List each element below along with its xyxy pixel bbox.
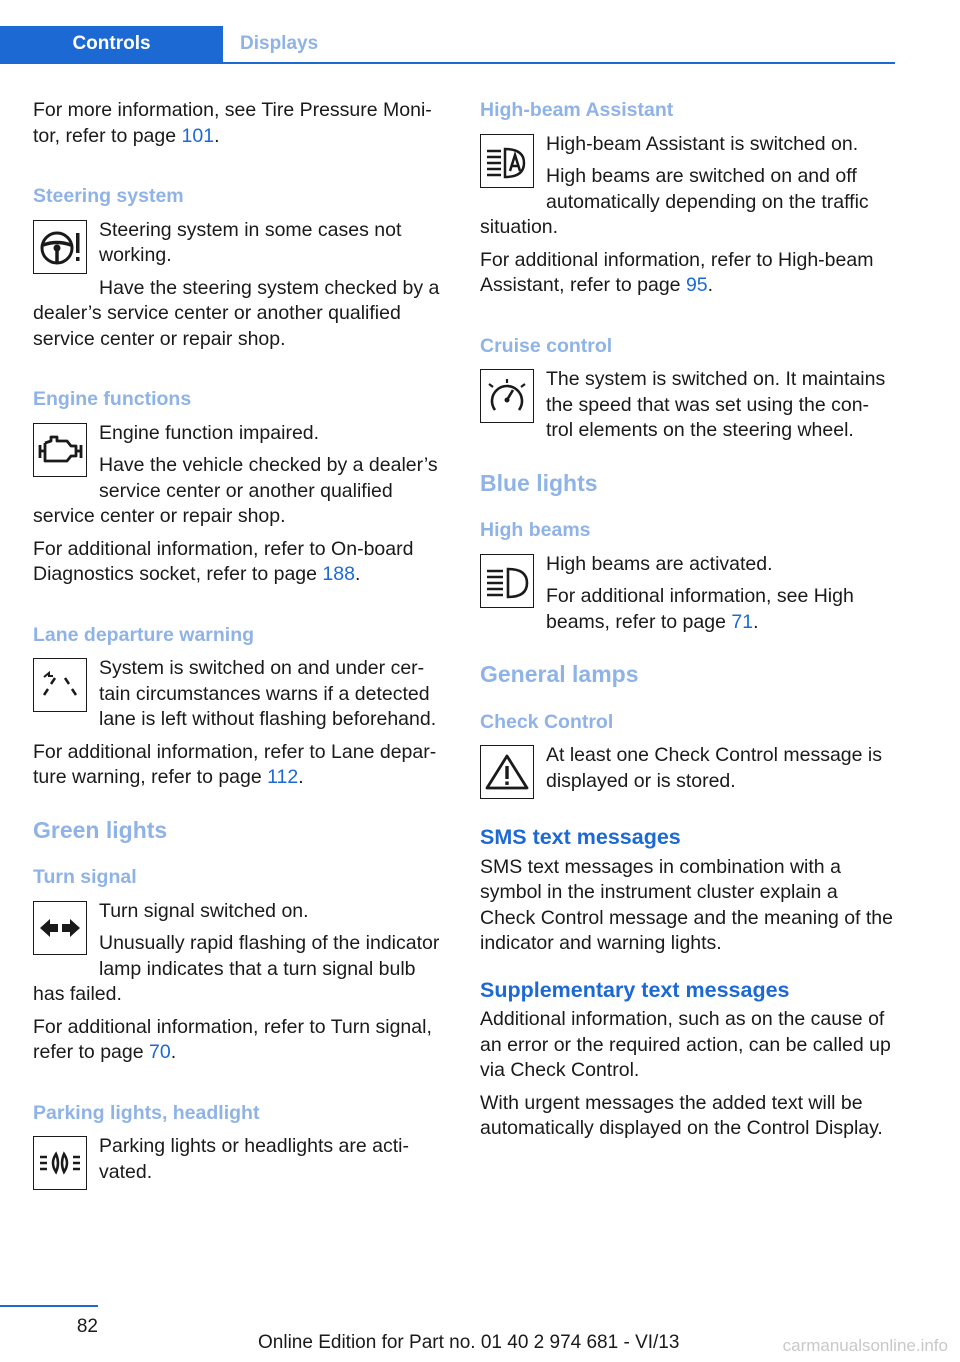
turn-text-3: For additional information, refer to Turn signal, refer to page 70. (33, 1015, 432, 1063)
high-beam-assistant-icon (480, 134, 534, 188)
engine-text-1: Engine function impaired. (99, 421, 320, 444)
turn-heading: Turn signal (33, 866, 137, 888)
cruise-heading: Cruise control (480, 334, 613, 357)
page-link[interactable]: 188 (322, 563, 355, 585)
steering-heading: Steering system (33, 185, 184, 207)
warning-triangle-icon (480, 745, 534, 799)
steering-text-2: Have the steering system checked by a dealer’s service center or another qualified service center or repair shop. (33, 276, 440, 350)
lane-text-2: For additional information, refer to Lane depar-ture warning, refer to page 112. (33, 740, 437, 788)
footer-divider (0, 1305, 98, 1307)
check-control-text-1: At least one Check Control message is displayed or is stored. (546, 744, 882, 792)
parking-heading: Parking lights, headlight (33, 1101, 260, 1124)
supplementary-heading: Supplementary text messages (480, 977, 790, 1002)
page-link[interactable]: 71 (731, 610, 754, 633)
page-link[interactable]: 112 (267, 766, 299, 788)
supplementary-text-2: With urgent messages the added text will be automatically displayed on the Control Display. (480, 1091, 883, 1139)
blue-lights-heading: Blue lights (480, 469, 598, 496)
high-beams-heading: High beams (480, 519, 591, 541)
page-link[interactable]: 95 (685, 274, 708, 296)
page-number: 82 (76, 1316, 98, 1337)
intro-paragraph: For more information, see Tire Pressure Moni-tor, refer to page 101. (33, 99, 432, 147)
left-column (33, 98, 449, 1196)
highbeam-assistant-text-3: For additional information, refer to High-beam Assistant, refer to page 95. (480, 248, 874, 296)
high-beams-text-2: For additional information, see High beams, refer to page 71. (546, 585, 854, 633)
engine-icon (33, 423, 87, 477)
right-column (480, 98, 896, 1149)
cruise-text-1: The system is switched on. It maintains the speed that was set using the con-trol elements on the steering wheel. (546, 368, 886, 441)
supplementary-text-1: Additional information, such as on the cause of an error or the required action, can be called up via Check Control. (480, 1008, 891, 1081)
check-control-heading: Check Control (480, 710, 614, 733)
highbeam-assistant-text-2: High beams are switched on and off automatically depending on the traffic situation. (480, 165, 869, 238)
lane-departure-icon (33, 658, 87, 712)
highbeam-assistant-text-1: High-beam Assistant is switched on. (546, 132, 859, 155)
green-lights-heading: Green lights (33, 816, 168, 843)
high-beams-text-1: High beams are activated. (546, 552, 773, 575)
turn-text-2: Unusually rapid flashing of the indicator lamp indicates that a turn signal bulb has failed. (33, 932, 440, 1005)
tab-controls[interactable]: Controls (0, 26, 223, 62)
edition-text: Online Edition for Part no. 01 40 2 974 681 - VI/13 (258, 1332, 680, 1353)
page-link[interactable]: 70 (149, 1041, 171, 1063)
high-beam-icon (480, 554, 534, 608)
lane-text-1: System is switched on and under cer-tain circumstances warns if a detected lane is left without flashing beforehand. (99, 657, 437, 730)
engine-text-3: For additional information, refer to On-board Diagnostics socket, refer to page 188. (33, 537, 414, 585)
cruise-control-icon (480, 369, 534, 423)
parking-lights-icon (33, 1136, 87, 1190)
tab-displays[interactable]: Displays (240, 33, 319, 54)
general-lamps-heading: General lamps (480, 661, 639, 687)
sms-text-1: SMS text messages in combination with a symbol in the instrument cluster explain a Check Control message and the meaning of the indicator and warning lights. (480, 855, 893, 954)
lane-heading: Lane departure warning (33, 623, 255, 646)
steering-text-1: Steering system in some cases not working. (99, 218, 402, 266)
header-tab-bar (0, 26, 895, 64)
engine-heading: Engine functions (33, 388, 192, 410)
watermark: carmanualsonline.info (782, 1336, 948, 1355)
engine-text-2: Have the vehicle checked by a dealer’s service center or another qualified service center or repair shop. (33, 454, 438, 527)
sms-heading: SMS text messages (480, 825, 681, 849)
steering-warning-icon (33, 220, 87, 274)
highbeam-assistant-heading: High-beam Assistant (480, 99, 674, 121)
turn-text-1: Turn signal switched on. (99, 899, 309, 922)
parking-text-1: Parking lights or headlights are acti-vated. (99, 1135, 409, 1183)
page-link[interactable]: 101 (181, 124, 215, 147)
turn-signal-icon (33, 901, 87, 955)
